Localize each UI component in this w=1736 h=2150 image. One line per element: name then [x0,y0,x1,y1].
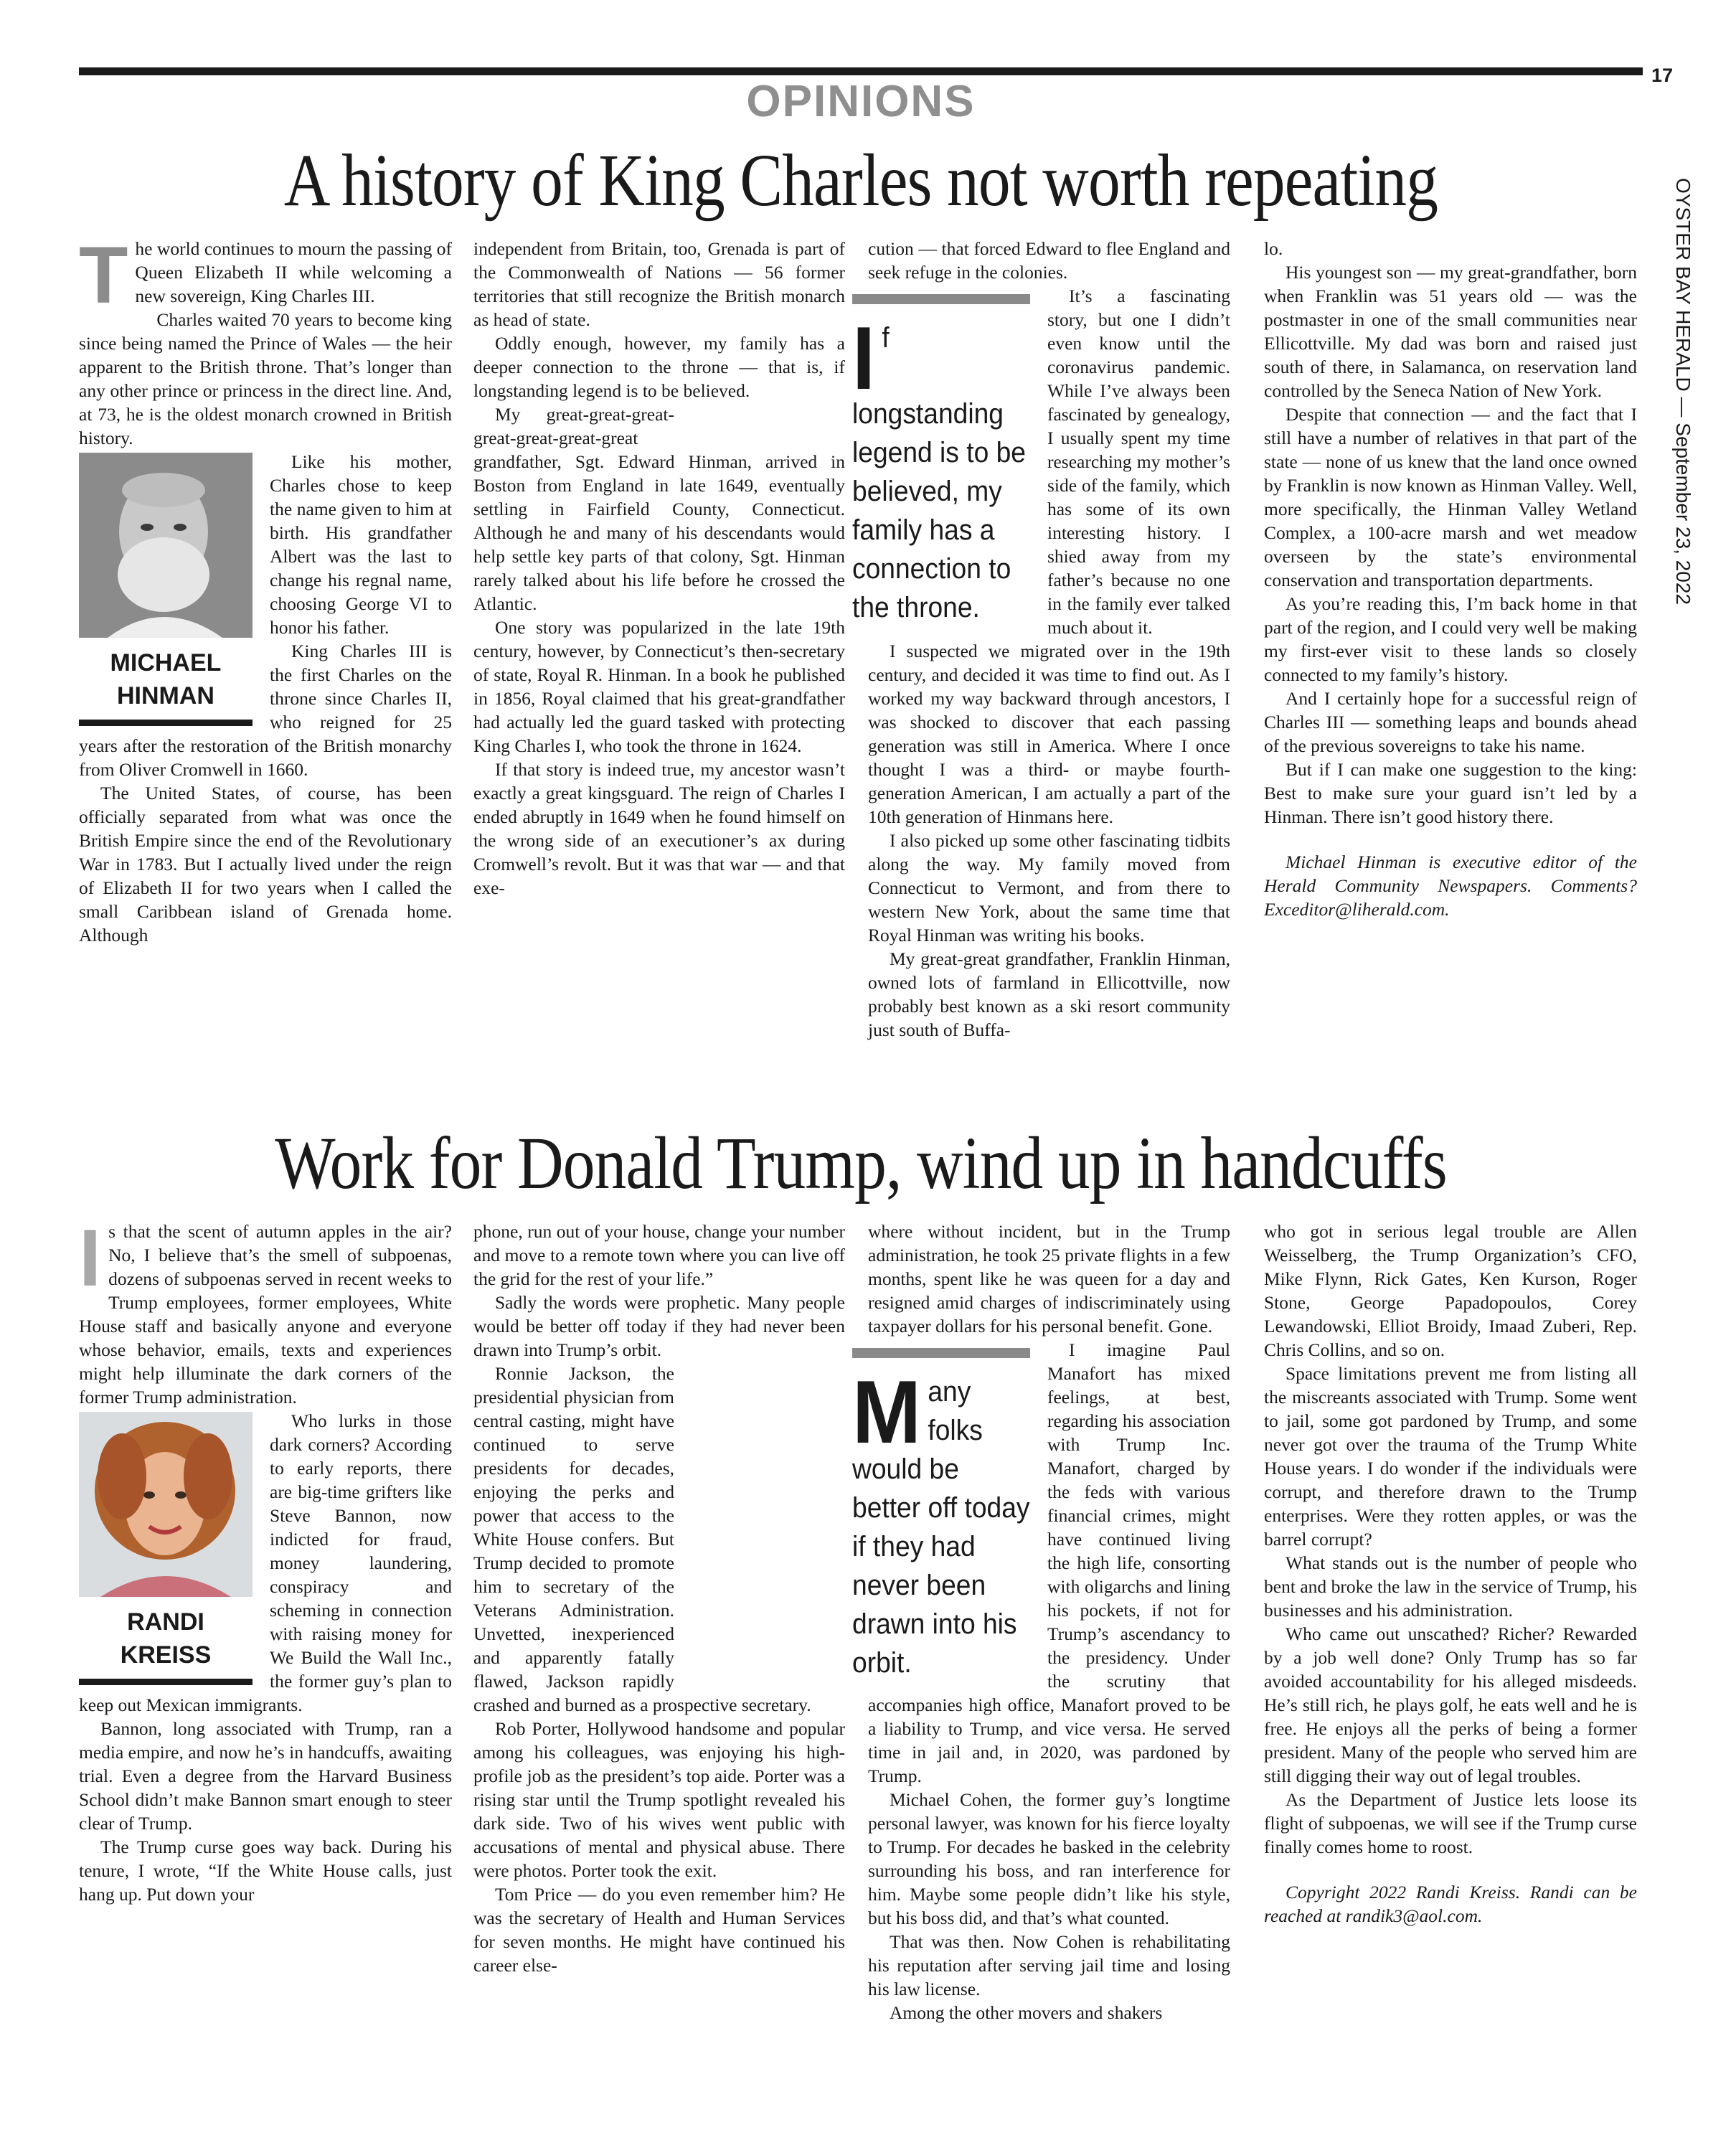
article1-paragraph: But if I can make one suggestion to the king: Best to make sure your guard isn’t led by a Hinman. There isn’t good history there. [1264,759,1637,827]
article2-paragraph: Rob Porter, Hollywood handsome and popular among his colleagues, was enjoying his high-profile job as the president’s top aide. Porter was a rising star until the Trump spotlight revealed his dark side. Two of his wives went public with accusations of mental and physical abuse. There were photos. Porter took the exit. [473,1718,845,1881]
article2-paragraph: That was then. Now Cohen is rehabilitating his reputation after serving jail time and losing his law license. [868,1931,1230,1999]
article2-paragraph: where without incident, but in the Trump administration, he took 25 private flights in a few months, spent like he was queen for a day and resigned amid charges of indiscriminately using taxpayer dollars for his personal benefit. Gone. [868,1221,1230,1336]
author-portrait-kreiss [79,1412,253,1597]
article1-paragraph: And I certainly hope for a successful reign of Charles III — something leaps and bounds ahead of the previous sovereigns to take his name. [1264,688,1637,756]
article2-paragraph: Space limitations prevent me from listing all the miscreants associated with Trump. Some went to jail, some got pardoned by Trump, and some never got over the trauma of the Trump White House years. I do wonder if the individuals were corrupt, and therefore drawn to the Trump enterprises. Were they rotten apples, or was the barrel corrupt? [1264,1363,1637,1550]
article1-paragraph: If that story is indeed true, my ancestor wasn’t exactly a great kingsguard. The reign of Charles I ended abruptly in 1649 when he found himself on the wrong side of an executioner’s ax during Cromwell’s revolt. But it was that war — and that exe- [473,759,845,898]
article2-dropcap: I [79,1213,102,1303]
article1-paragraph: Charles waited 70 years to become king since being named the Prince of Wales — the heir apparent to the British throne. That’s longer than any other prince or princess in the direct line. And, at 73, he is the oldest monarch crowned in British history. [79,309,452,448]
article1-paragraph: King Charles III is the first Charles on the throne since Charles II, who reigned for 25 years after the restoration of the British monarchy from Oliver Cromwell in 1660. [79,641,452,780]
article2-paragraph: As the Department of Justice lets loose its flight of subpoenas, we will see if the Trump curse finally comes home to roost. [1264,1789,1637,1857]
author-portrait-hinman [79,453,253,638]
article2-column-2 [473,1220,845,2080]
article1-paragraph: Like his mother, Charles chose to keep the name given to him at birth. His grandfather Albert was the last to change his regnal name, choosing George VI to honor his father. [270,451,452,638]
author-box-kreiss [79,1412,253,1685]
article1-paragraph: One story was popularized in the late 19th century, however, by Connecticut’s then-secretary of state, Royal R. Hinman. In a book he published in 1856, Royal claimed that his great-grandfather had actually led the guard tasked with protecting King Charles I, who took the throne in 1624. [473,617,845,756]
author-name-first: MICHAEL [110,649,222,676]
article1-paragraph: I also picked up some other fascinating tidbits along the way. My family moved from Connecticut to Vermont, and from there to western New York, about the same time that Royal Hinman was writing his books. [868,830,1230,946]
author-name-last: KREISS [120,1641,212,1669]
article1-pullquote [852,294,1030,627]
article1-paragraph: lo. [1264,238,1283,259]
article2-headline: Work for Donald Trump, wind up in handcuffs [275,1122,1447,1204]
pullquote-rule [852,294,1030,304]
author-rule [79,1679,253,1685]
article2-paragraph: Who came out unscathed? Richer? Rewarded by a job well done? Only Trump has so far avoided accountability for his alleged misdeeds. He’s still rich, he plays golf, he eats well and he is free. He enjoys all the perks of being a former president. Many of the people who served him are still digging their way out of legal troubles. [1264,1623,1637,1786]
pullquote-rule [852,1348,1030,1358]
article2-paragraph: phone, run out of your house, change your number and move to a remote town where you can live off the grid for the rest of your life.” [473,1221,845,1289]
author-name-first: RANDI [127,1608,204,1636]
paper-date-sidebar: OYSTER BAY HERALD — September 23, 2022 [1672,178,1694,605]
author-rule [79,720,253,726]
article2-paragraph: Among the other movers and shakers [890,2002,1163,2023]
article1-column-4 [1264,237,1637,1087]
article1-paragraph: My great-great-great-great-great-great-great grandfather, Sgt. Edward Hinman, arrived in Boston from England in late 1649, eventually settling in Fairfield County, Connecticut. Although he and many of his descendants would help settle key parts of that colony, Sgt. Hinman rarely talked about his life before he crossed the Atlantic. [473,404,845,614]
pullquote-text: f longstanding legend is to be believed, my family has a connection to the throne. [852,322,1026,623]
article1-lead-paragraph: The world continues to mourn the passing of Queen Elizabeth II while welcoming a new sovereign, King Charles III. [79,230,452,320]
article1-paragraph: Despite that connection — and the fact that I still have a number of relatives in that part of the state — none of us knew that the land once owned by Franklin is now known as Hinman Valley. Well, more specifically, the Hinman Valley Wetland Complex, a 100-acre marsh and wet meadow overseen by the state’s environmental conservation and transportation departments. [1264,404,1637,590]
article2-paragraph: Tom Price — do you even remember him? He was the secretary of Health and Human Services for seven months. He might have continued his career else- [473,1884,845,1976]
article1-paragraph: The United States, of course, has been officially separated from what was once the British Empire since the end of the Revolutionary War in 1783. But I actually lived under the reign of Elizabeth II for two years when I called the small Caribbean island of Grenada home. Although [79,783,452,946]
author-photo-kreiss [79,1412,253,1597]
article2-lead-paragraph: Is that the scent of autumn apples in the air? No, I believe that’s the smell of subpoenas, dozens of subpoenas served in recent weeks to Trump employees, former employees, White House staff and basically anyone and everyone whose behavior, emails, texts and experiences might help illuminate the dark corners of the former Trump administration. [79,1213,452,1408]
article2-paragraph: who got in serious legal trouble are Allen Weisselberg, the Trump Organization’s CFO, Mike Flynn, Rick Gates, Ken Kurson, Roger Stone, George Papadopoulos, Corey Lewandowski, Elliot Broidy, Imaad Zuberi, Rep. Chris Collins, and so on. [1264,1221,1637,1360]
article1-column-3 [852,237,1230,1087]
section-title: OPINIONS [746,77,976,126]
article2-paragraph: Sadly the words were prophetic. Many people would be better off today if they had never been drawn into Trump’s orbit. [473,1292,845,1360]
article2-column-3 [852,1220,1230,2080]
article2-paragraph: The Trump curse goes way back. During his tenure, I wrote, “If the White House calls, just hang up. Put down your [79,1837,452,1905]
article2-column-4 [1264,1220,1637,2080]
page-number: 17 [1651,65,1674,86]
author-name-last: HINMAN [117,682,214,709]
article2-author-tagline: Copyright 2022 Randi Kreiss. Randi can be reached at randik3@aol.com. [1264,1882,1637,1926]
author-photo-hinman [79,453,253,638]
article1-paragraph: independent from Britain, too, Grenada is part of the Commonwealth of Nations — 56 former territories that still recognize the British monarch as head of state. [473,238,845,330]
article2-paragraph: Who lurks in those dark corners? According to early reports, there are big-time grifters like Steve Bannon, now indicted for fraud, money laundering, conspiracy and scheming in connection with raising money for We Build the Wall Inc., the former guy’s plan to keep out Mexican immigrants. [79,1410,452,1715]
article1-paragraph: His youngest son — my great-grandfather, born when Franklin was 51 years old — was the postmaster in one of the small communities near Ellicottville. My dad was born and raised just south of there, in Salamanca, on reservation land controlled by the Seneca Nation of New York. [1264,262,1637,401]
article2-column-1 [79,1213,453,2080]
article1-paragraph: My great-great grandfather, Franklin Hinman, owned lots of farmland in Ellicottville, now probably best known as a ski resort community just south of Buffa- [868,948,1230,1040]
article1-author-tagline: Michael Hinman is executive editor of the Herald Community Newspapers. Comments? Exceditor@liherald.com. [1264,852,1637,920]
article2-pullquote [852,1348,1030,1682]
pullquote-dropcap: I [852,309,876,408]
pullquote-text: any folks would be better off today if they had never been drawn into his orbit. [852,1376,1030,1679]
article1-paragraph: It’s a fascinating story, but one I didn’t even know until the coronavirus pandemic. While I’ve always been fascinated by genealogy, I usually spent my time researching my mother’s side of the family, which has some of its own interesting history. I shied away from my father’s because no one in the family ever talked much about it. [1047,286,1230,638]
article1-column-2 [473,237,845,1087]
article2-paragraph: I imagine Paul Manafort has mixed feelings, at best, regarding his association with Trump Inc. Manafort, charged by the feds with various financial crimes, might have continued living the high life, consorting with oligarchs and lining his pockets, if not for Trump’s ascendancy to the presidency. Under the scrutiny that accompanies high office, Manafort proved to be a liability to Trump, and vice versa. He served time in jail and, in 2020, was pardoned by Trump. [868,1339,1230,1786]
pullquote-dropcap: M [852,1363,922,1462]
article2-paragraph: Bannon, long associated with Trump, ran a media empire, and now he’s in handcuffs, awaiting trial. Even a degree from the Harvard Business School didn’t make Bannon smart enough to steer clear of Trump. [79,1718,453,1834]
article2-paragraph: What stands out is the number of people who bent and broke the law in the service of Trump, his businesses and his administration. [1264,1552,1637,1621]
article1-paragraph: Oddly enough, however, my family has a deeper connection to the throne — that is, if longstanding legend is to be believed. [473,333,845,401]
article1-paragraph: As you’re reading this, I’m back home in that part of the region, and I could very well be making my first-ever visit to these lands so closely connected to my family’s history. [1264,593,1637,685]
article2-paragraph: Ronnie Jackson, the presidential physician from central casting, might have continued to serve presidents for decades, enjoying the perks and power that access to the White House confers. But Trump decided to promote him to secretary of the Veterans Administration. Unvetted, inexperienced and apparently fatally flawed, Jackson rapidly crashed and burned as a prospective secretary. [473,1363,811,1715]
article1-column-1 [79,230,452,1087]
article1-paragraph: cution — that forced Edward to flee England and seek refuge in the colonies. [868,238,1230,283]
top-rule [79,67,1643,75]
article2-paragraph: Michael Cohen, the former guy’s longtime personal lawyer, was known for his fierce loyalty to Trump. For decades he basked in the celebrity surrounding his boss, and ran interference for him. Maybe some people didn’t like his style, but his boss did, and that’s what counted. [868,1789,1230,1928]
article1-dropcap: T [79,230,128,320]
author-box-hinman [79,453,253,726]
article1-paragraph: I suspected we migrated over in the 19th century, and decided it was time to find out. As I worked my way backward through ancestors, I was shocked to discover that each passing generation was still in America. Where I once thought I was a third- or maybe fourth-generation American, I am actually a part of the 10th generation of Hinmans here. [868,641,1230,827]
article1-headline: A history of King Charles not worth repeating [283,139,1438,222]
